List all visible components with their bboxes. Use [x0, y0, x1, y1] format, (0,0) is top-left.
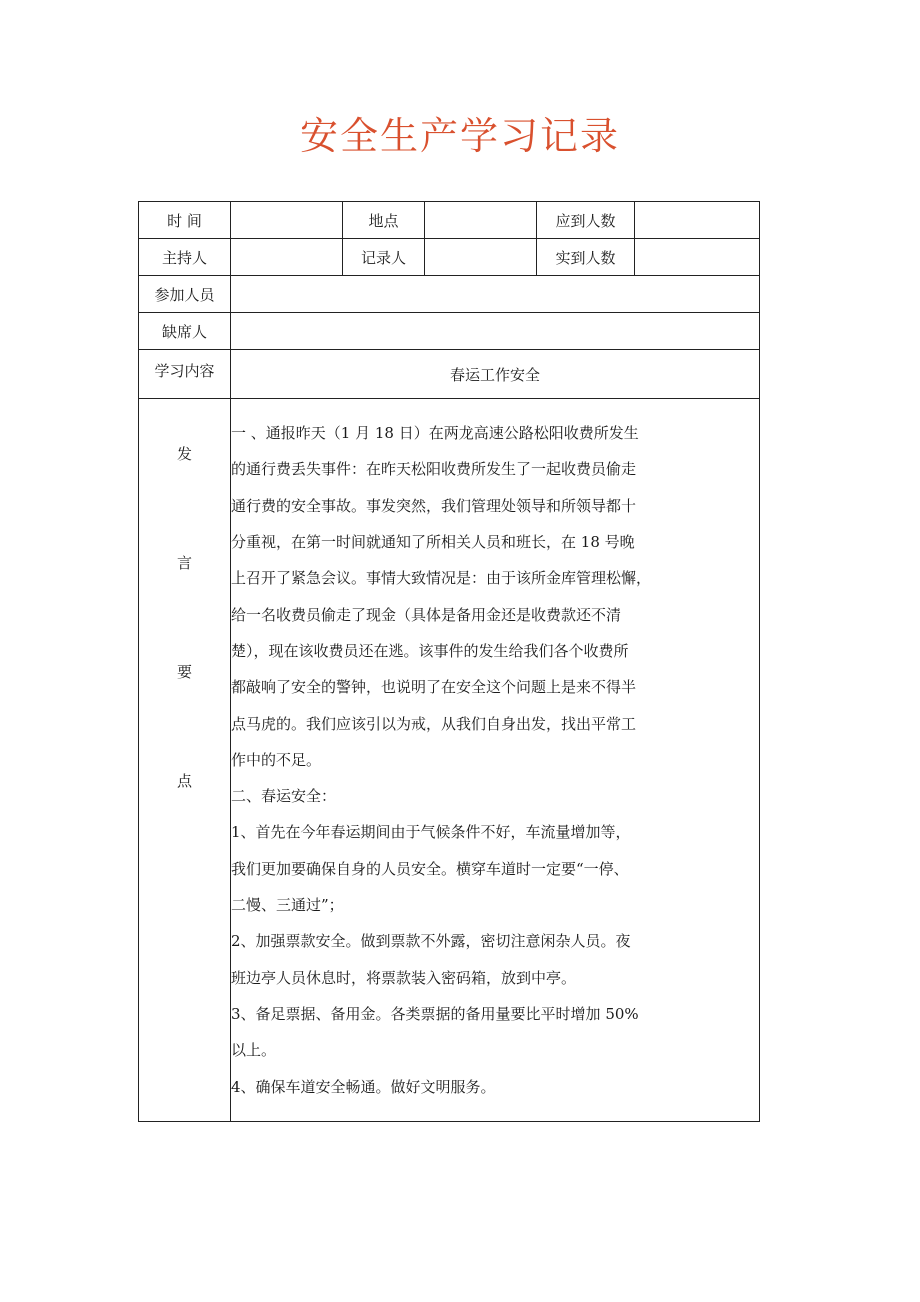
study-record-table [138, 201, 760, 1122]
study-content-label: 学习内容 [139, 350, 231, 399]
content-line: 楚），现在该收费员还在逃。该事件的发生给我们各个收费所 [231, 641, 629, 660]
key-points-content[interactable] [231, 399, 760, 1122]
content-line: 2、加强票款安全。做到票款不外露，密切注意闲杂人员。夜 [231, 932, 631, 951]
table-row [139, 313, 760, 350]
participants-label: 参加人员 [139, 276, 231, 313]
key-points-label-char: 点 [176, 772, 192, 790]
location-field[interactable] [425, 202, 537, 239]
actual-count-field[interactable] [635, 239, 760, 276]
content-line: 的通行费丢失事件：在昨天松阳收费所发生了一起收费员偷走 [231, 460, 637, 479]
content-line: 二慢、三通过”； [231, 896, 344, 915]
content-line: 一 、通报昨天（1 月 18 日）在两龙高速公路松阳收费所发生 [231, 424, 639, 443]
expected-count-field[interactable] [635, 202, 760, 239]
content-line: 以上。 [231, 1041, 277, 1060]
host-field[interactable] [231, 239, 343, 276]
content-line: 点马虎的。我们应该引以为戒，从我们自身出发，找出平常工 [231, 714, 637, 733]
host-label: 主持人 [139, 239, 231, 276]
participants-field[interactable] [231, 276, 760, 313]
content-line: 给一名收费员偷走了现金（具体是备用金还是收费款还不清 [231, 605, 622, 624]
content-line: 上召开了紧急会议。事情大致情况是：由于该所金库管理松懈， [231, 569, 652, 588]
content-line: 通行费的安全事故。事发突然，我们管理处领导和所领导都十 [231, 496, 637, 515]
location-label: 地点 [343, 202, 425, 239]
content-line: 都敲响了安全的警钟，也说明了在安全这个问题上是来不得半 [231, 678, 637, 697]
content-line: 二、春运安全： [231, 787, 337, 806]
content-line: 1、首先在今年春运期间由于气候条件不好，车流量增加等， [231, 823, 631, 842]
table-row [139, 202, 760, 239]
table-row [139, 350, 760, 399]
content-line: 作中的不足。 [231, 750, 322, 769]
absentees-label: 缺席人 [139, 313, 231, 350]
time-label: 时 间 [139, 202, 231, 239]
time-field[interactable] [231, 202, 343, 239]
content-line: 我们更加要确保自身的人员安全。横穿车道时一定要“一停、 [231, 859, 629, 878]
key-points-label-char: 发 [176, 445, 192, 463]
content-line: 分重视，在第一时间就通知了所相关人员和班长，在 18 号晚 [231, 533, 635, 552]
study-content-field[interactable]: 春运工作安全 [231, 350, 760, 399]
recorder-label: 记录人 [343, 239, 425, 276]
absentees-field[interactable] [231, 313, 760, 350]
recorder-field[interactable] [425, 239, 537, 276]
table-row [139, 399, 760, 1122]
table-row [139, 239, 760, 276]
key-points-label-char: 言 [176, 554, 192, 572]
key-points-label-char: 要 [176, 663, 192, 681]
key-points-label [139, 399, 231, 1122]
document-title: 安全生产学习记录 [299, 114, 620, 158]
actual-count-label: 实到人数 [537, 239, 635, 276]
content-line: 4、确保车道安全畅通。做好文明服务。 [231, 1077, 496, 1096]
table-row [139, 276, 760, 313]
expected-count-label: 应到人数 [537, 202, 635, 239]
content-line: 班边亭人员休息时，将票款装入密码箱，放到中亭。 [231, 968, 577, 987]
content-line: 3、备足票据、备用金。各类票据的备用量要比平时增加 50% [231, 1004, 639, 1023]
